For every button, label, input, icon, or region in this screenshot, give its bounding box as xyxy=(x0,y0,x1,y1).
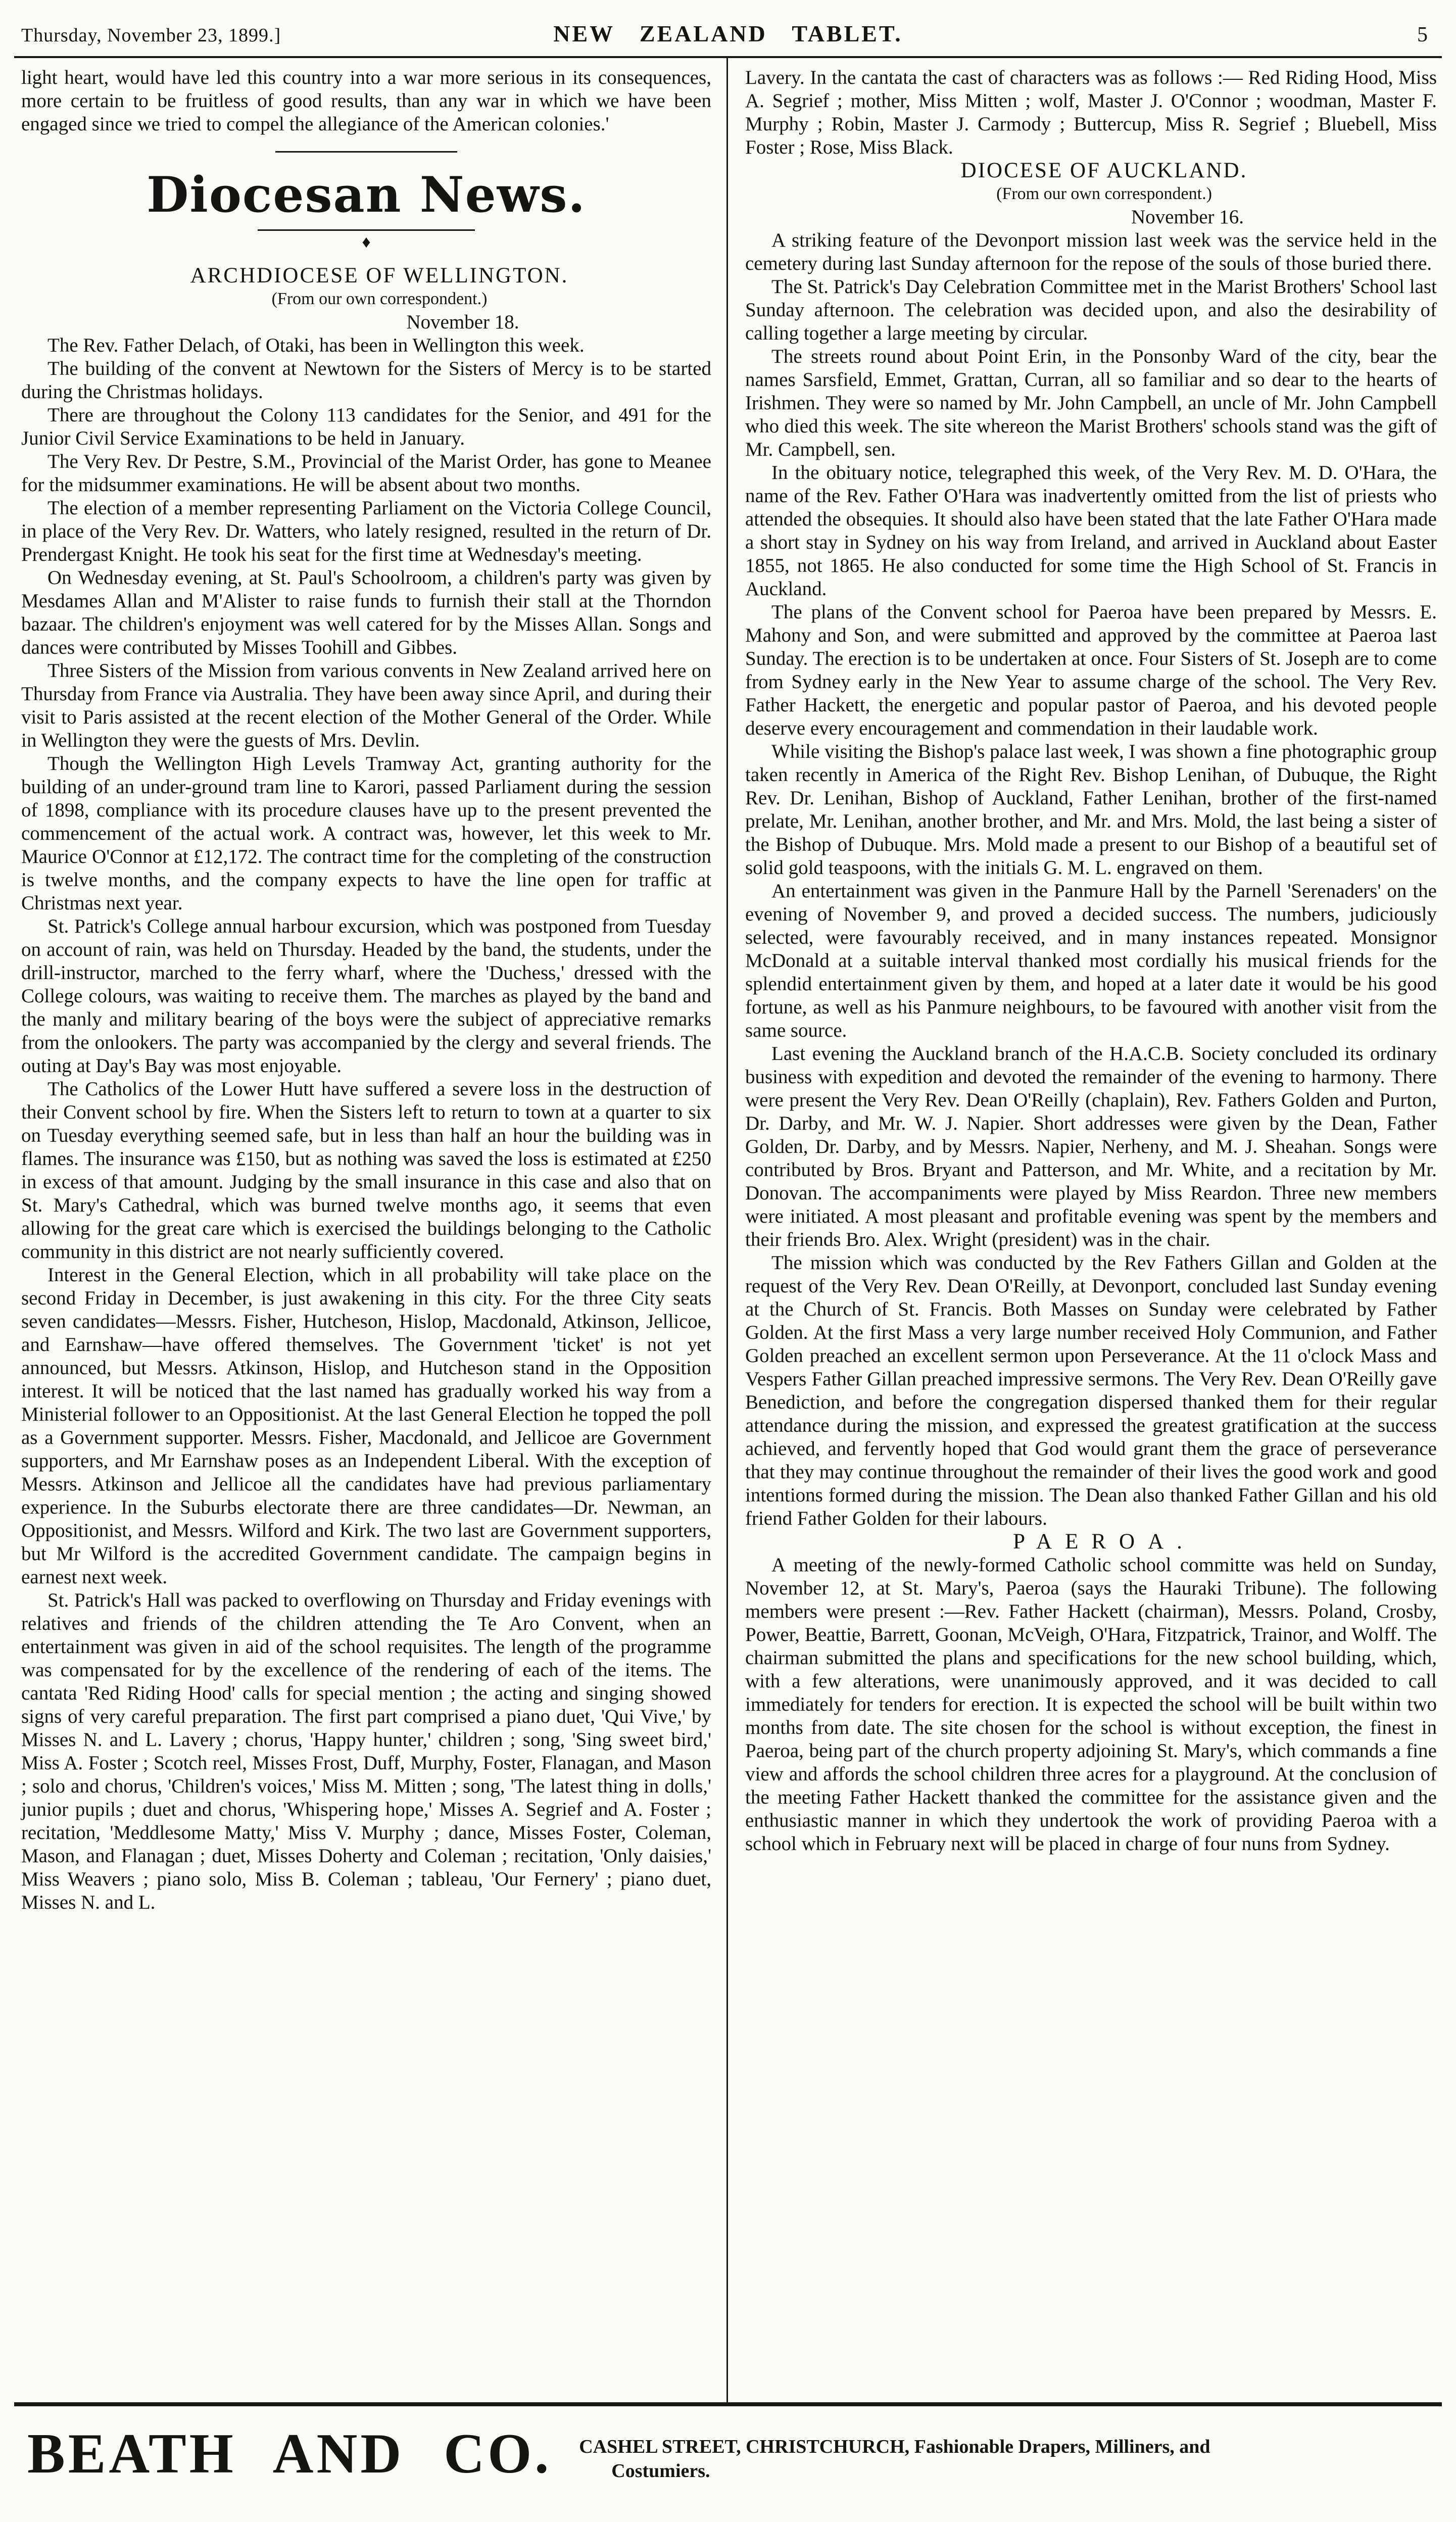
heading-archdiocese-wellington: ARCHDIOCESE OF WELLINGTON. xyxy=(190,264,569,287)
wellington-dateline: November 18. xyxy=(406,311,519,333)
heading-diocese-auckland: DIOCESE OF AUCKLAND. xyxy=(960,159,1248,182)
paragraph: Interest in the General Election, which in all probability will take place on the second Friday in December, is just awakening in this city. For the three City seats seven candidates—Messrs. Fisher, Hutcheson, Hislop, Macdonald, Atkinson, Jellicoe, and Earnshaw—have offered themselves. The Government 'ticket' is not yet announced, but Messrs. Atkinson, Hislop, and Hutcheson stand in the Opposition interest. It will be noticed that the last named has gradually worked his way from a Ministerial follower to an Oppositionist. At the last General Election he topped the poll as a Government supporter. Messrs. Fisher, Macdonald, and Jellicoe are Government supporters, and Mr Earnshaw poses as an Independent Liberal. With the exception of Messrs. Atkinson and Jellicoe all the candidates have had previous parliamentary experience. In the Suburbs electorate there are three candidates—Dr. Newman, an Oppositionist, and Messrs. Wilford and Kirk. The two last are Government supporters, but Mr Wilford is the accredited Government candidate. The campaign begins in earnest next week. xyxy=(21,1264,711,1588)
section-title-diocesan-news: Diocesan News. xyxy=(147,166,586,223)
advertiser-address-line1: CASHEL STREET, CHRISTCHURCH, Fashionable Drapers, Milliners, and xyxy=(579,2436,1210,2457)
header-date: Thursday, November 23, 1899.] xyxy=(21,25,281,46)
paragraph: Though the Wellington High Levels Tramway Act, granting authority for the building of an under-ground tram line to Karori, passed Parliament during the session of 1898, compliance with its procedure clauses have up to the present prevented the commencement of the actual work. A contract was, however, let this week to Mr. Maurice O'Connor at £12,172. The contract time for the completing of the construction is twelve months, and the company expects to have the line open for traffic at Christmas next year. xyxy=(21,753,711,914)
paragraph: St. Patrick's College annual harbour excursion, which was postponed from Tuesday on account of rain, was held on Thursday. Headed by the band, the students, under the drill-instructor, marched to the ferry wharf, where the 'Duchess,' dressed with the College colours, was waiting to receive them. The marches as played by the band and the manly and military bearing of the boys were the subject of appreciative remarks from the onlookers. The party was accompanied by the clergy and several friends. The outing at Day's Bay was most enjoyable. xyxy=(21,915,711,1077)
continued-paragraph: light heart, would have led this country into a war more serious in its consequences, more certain to be fruitless of good results, than any war in which we have been engaged since we tried to compel the allegiance of the American colonies.' xyxy=(21,67,711,135)
auckland-paragraphs xyxy=(745,229,1437,1530)
paragraph: While visiting the Bishop's palace last week, I was shown a fine photographic group taken recently in America of the Right Rev. Bishop Lenihan, of Dubuque, the Right Rev. Dr. Lenihan, Bishop of Auckland, Father Lenihan, brother of the first-named prelate, Mr. Lenihan, another brother, and Mr. and Mrs. Mold, the last being a sister of the Bishop of Dubuque. Mrs. Mold made a present to our Bishop of a beautiful set of solid gold teaspoons, with the initials G. M. L. engraved on them. xyxy=(745,741,1437,879)
footer-rule xyxy=(14,2402,1442,2406)
diamond-ornament-icon: ♦ xyxy=(362,233,371,252)
paragraph: The election of a member representing Parliament on the Victoria College Council, in place of the Very Rev. Dr. Watters, who lately resigned, resulted in the return of Dr. Prendergast Knight. He took his seat for the first time at Wednesday's meeting. xyxy=(21,497,711,565)
paragraph: The Rev. Father Delach, of Otaki, has been in Wellington this week. xyxy=(47,334,585,356)
advertiser-address-line2: Costumiers. xyxy=(611,2460,710,2482)
paragraph: The streets round about Point Erin, in the Ponsonby Ward of the city, bear the names Sarsfield, Emmet, Grattan, Curran, all so familiar and so dear to the hearts of Irishmen. They were so named by Mr. John Campbell, an uncle of Mr. John Campbell who died this week. The site whereon the Marist Brothers' schools stand was the gift of Mr. Campbell, sen. xyxy=(745,346,1437,460)
paragraph: The Very Rev. Dr Pestre, S.M., Provincial of the Marist Order, has gone to Meanee for the midsummer examinations. He will be absent about two months. xyxy=(21,451,711,496)
auckland-dateline: November 16. xyxy=(1131,206,1244,228)
paeroa-paragraphs xyxy=(745,1554,1437,1856)
paragraph: The building of the convent at Newtown for the Sisters of Mercy is to be started during the Christmas holidays. xyxy=(21,358,711,403)
advertiser-name: BEATH AND CO. xyxy=(27,2422,552,2485)
paragraph: On Wednesday evening, at St. Paul's Schoolroom, a children's party was given by Mesdames Allan and M'Alister to raise funds to furnish their stall at the Thorndon bazaar. The children's enjoyment was well catered for by the Misses Allan. Songs and dances were contributed by Misses Toohill and Gibbes. xyxy=(21,567,711,658)
paragraph: The mission which was conducted by the Rev Fathers Gillan and Golden at the request of the Very Rev. Dean O'Reilly, at Devonport, concluded last Sunday evening at the Church of St. Francis. Both Masses on Sunday were celebrated by Father Golden. At the first Mass a very large number received Holy Communion, and Father Golden preached an excellent sermon upon Perseverance. At the 11 o'clock Mass and Vespers Father Gillan preached impressive sermons. The Very Rev. Dean O'Reilly gave Benediction, and before the congregation dispersed thanked them for their regular attendance during the mission, and expressed the greatest gratification at the success achieved, and fervently hoped that God would grant them the grace of perseverance that they may continue throughout the remainder of their lives the good work and good intentions formed during the mission. The Dean also thanked Father Gillan and his old friend Father Golden for their labours. xyxy=(745,1252,1437,1529)
paragraph: In the obituary notice, telegraphed this week, of the Very Rev. M. D. O'Hara, the name of the Rev. Father O'Hara was inadvertently omitted from the list of priests who attended the obsequies. It should also have been stated that the late Father O'Hara made a short stay in Sydney on his way from Ireland, and arrived in Auckland about Easter 1855, not 1865. He also conducted for some time the High School of St. Francis in Auckland. xyxy=(745,462,1437,600)
paragraph: The St. Patrick's Day Celebration Committee met in the Marist Brothers' School last Sunday afternoon. The celebration was decided upon, and also the desirability of calling together a large meeting by circular. xyxy=(745,276,1437,344)
paragraph: The Catholics of the Lower Hutt have suffered a severe loss in the destruction of their Convent school by fire. When the Sisters left to return to town at a quarter to six on Tuesday everything seemed safe, but in less than half an hour the building was in flames. The insurance was £150, but as nothing was saved the loss is estimated at £250 in excess of that amount. Judging by the small insurance in this case and also that on St. Mary's Cathedral, which was burned twelve months ago, it seems that even allowing for the great care which is exercised the buildings belonging to the Catholic community in this district are not nearly sufficiently covered. xyxy=(21,1078,711,1263)
paragraph: The plans of the Convent school for Paeroa have been prepared by Messrs. E. Mahony and Son, and were submitted and approved by the committee at Paeroa last Sunday. The erection is to be undertaken at once. Four Sisters of St. Joseph are to come from Sydney early in the New Year to assume charge of the school. The Very Rev. Father Hackett, the energetic and popular pastor of Paeroa, and his devoted people deserve every encouragement and commendation in their laudable work. xyxy=(745,601,1437,739)
page-number: 5 xyxy=(1417,23,1428,46)
paragraph: A meeting of the newly-formed Catholic school committe was held on Sunday, November 12, at St. Mary's, Paeroa (says the Hauraki Tribune). The following members were present :—Rev. Father Hackett (chairman), Messrs. Poland, Crosby, Power, Beattie, Barrett, Goonan, McVeigh, O'Hara, Fitzpatrick, Trainor, and Wolff. The chairman submitted the plans and specifications for the new school building, which, with a few alterations, were unanimously approved, and it was decided to call immediately for tenders for erection. It is expected the school will be built within two months from date. The site chosen for the school is without exception, the finest in Paeroa, being part of the church property adjoining St. Mary's, which commands a fine view and affords the school children three acres for a playground. At the conclusion of the meeting Father Hackett thanked the committee for the assistance given and the enthusiastic manner in which they undertook the work of providing Paeroa with a school which in February next will be placed in charge of four nuns from Sydney. xyxy=(745,1554,1437,1855)
wellington-paragraphs xyxy=(21,334,711,1914)
masthead-title: NEW ZEALAND TABLET. xyxy=(553,21,903,46)
right-column xyxy=(728,58,1442,2402)
advertiser-address xyxy=(579,2427,1210,2483)
paragraph: Last evening the Auckland branch of the H.A.C.B. Society concluded its ordinary business with expedition and devoted the remainder of the evening to harmony. There were present the Very Rev. Dean O'Reilly (chaplain), Rev. Fathers Golden and Purton, Dr. Darby, and Mr. W. J. Napier. Short addresses were given by the Dean, Father Golden, Dr. Darby, and by Messrs. Napier, Nerheny, and M. J. Sheahan. Songs were contributed by Bros. Bryant and Patterson, and Mr. White, and a recitation by Mr. Donovan. The accompaniments were played by Miss Reardon. Three new members were initiated. A most pleasant and profitable evening was spent by the members and their friends Bro. Alex. Wright (president) was in the chair. xyxy=(745,1043,1437,1250)
ornament-rule xyxy=(258,229,475,231)
paragraph: Three Sisters of the Mission from various convents in New Zealand arrived here on Thursday from France via Australia. They have been away since April, and during their visit to Paris assisted at the recent election of the Mother General of the Order. While in Wellington they were the guests of Mrs. Devlin. xyxy=(21,660,711,751)
paragraph: St. Patrick's Hall was packed to overflowing on Thursday and Friday evenings with relatives and friends of the children attending the Te Aro Convent, when an entertainment was given in aid of the school requisites. The length of the programme was compensated for by the excellence of the rendering of each of the items. The cantata 'Red Riding Hood' calls for special mention ; the acting and singing showed signs of very careful preparation. The first part comprised a piano duet, 'Qui Vive,' by Misses N. and L. Lavery ; chorus, 'Happy hunter,' children ; song, 'Sing sweet bird,' Miss A. Foster ; Scotch reel, Misses Frost, Duff, Murphy, Foster, Flanagan, and Mason ; solo and chorus, 'Children's voices,' Miss M. Mitten ; song, 'The latest thing in dolls,' junior pupils ; duet and chorus, 'Whispering hope,' Misses A. Segrief and A. Foster ; recitation, 'Meddlesome Matty,' Miss V. Murphy ; dance, Misses Foster, Coleman, Mason, and Flanagan ; duet, Misses Doherty and Coleman ; recitation, 'Only daisies,' Miss Weavers ; piano solo, Miss B. Coleman ; tableau, 'Our Fernery' ; piano duet, Misses N. and L. xyxy=(21,1589,711,1913)
heading-paeroa: PAEROA. xyxy=(1013,1530,1195,1554)
continued-paragraph: Lavery. In the cantata the cast of characters was as follows :— Red Riding Hood, Miss A. Segrief ; mother, Miss Mitten ; wolf, Master J. O'Connor ; woodman, Master F. Murphy ; Robin, Master J. Carmody ; Buttercup, Miss R. Segrief ; Bluebell, Miss Foster ; Rose, Miss Black. xyxy=(745,67,1437,158)
footer-advertisement xyxy=(14,2406,1442,2483)
left-column xyxy=(14,58,728,2402)
auckland-byline: (From our own correspondent.) xyxy=(996,184,1212,203)
body-columns xyxy=(14,58,1442,2402)
paragraph: There are throughout the Colony 113 candidates for the Senior, and 491 for the Junior Civil Service Examinations to be held in January. xyxy=(21,404,711,449)
section-separator-rule xyxy=(275,151,457,153)
page-header xyxy=(14,17,1442,56)
paragraph: An entertainment was given in the Panmure Hall by the Parnell 'Serenaders' on the evening of November 9, and proved a decided success. The numbers, judiciously selected, were favourably received, and in many instances repeated. Monsignor McDonald at a suitable interval thanked most cordially his musical friends for the splendid entertainment given by them, and hoped at a later date it would be his good fortune, as well as his Panmure neighbours, to be favoured with another visit from the same source. xyxy=(745,880,1437,1041)
wellington-byline: (From our own correspondent.) xyxy=(271,289,488,308)
paragraph: A striking feature of the Devonport mission last week was the service held in the cemetery during last Sunday afternoon for the repose of the souls of those buried there. xyxy=(745,229,1437,274)
